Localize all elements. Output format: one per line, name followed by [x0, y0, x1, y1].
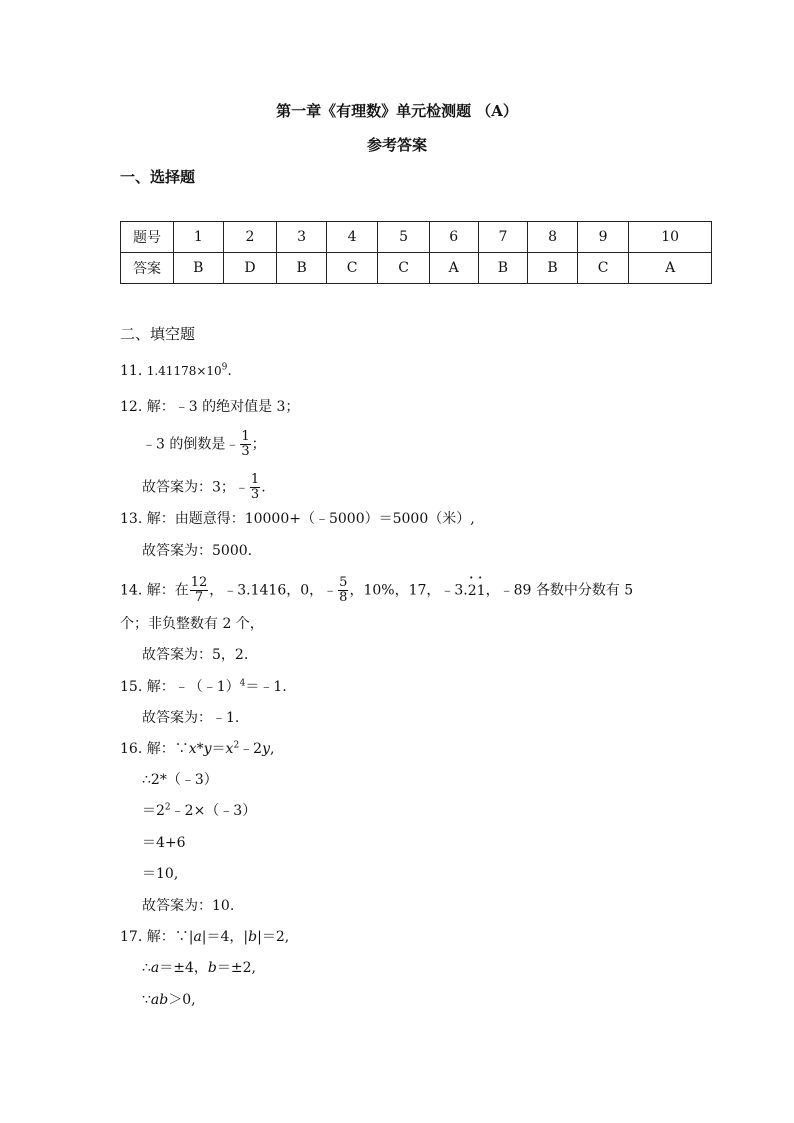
answer-q17-line2: ∴a＝±4，b＝±2,	[142, 960, 256, 976]
table-cell: 8	[528, 222, 578, 253]
table-cell: 10	[629, 222, 712, 253]
answer-q16-line6: 故答案为：10.	[142, 898, 235, 914]
table-cell: D	[223, 253, 277, 284]
answer-q17-line3: ∵ab＞0,	[142, 992, 196, 1008]
answer-q12-line1: 12. 解：﹣3 的绝对值是 3；	[120, 399, 300, 415]
table-cell: B	[277, 253, 327, 284]
section-choice-heading: 一、选择题	[120, 168, 196, 186]
page-subtitle: 参考答案	[366, 136, 427, 154]
answer-q12-line2: ﹣3 的倒数是﹣ $\frac{1}{3}$ ；	[142, 429, 266, 459]
table-cell: A	[629, 253, 712, 284]
fraction: $\frac{12}{7}$	[190, 575, 208, 605]
table-cell: 1	[174, 222, 224, 253]
answer-q14-line3: 故答案为：5，2.	[142, 647, 249, 663]
answer-q12-line3: 故答案为：3；﹣ $\frac{1}{3}$ .	[142, 472, 266, 502]
answer-q15-line2: 故答案为：﹣1.	[142, 710, 240, 726]
answer-q15-line1: 15. 解：﹣（﹣1）$^4$＝﹣1.	[120, 678, 287, 695]
answer-q16-line5: ＝10,	[142, 866, 179, 882]
section-fill-heading: 二、填空题	[120, 325, 196, 343]
answer-q13-line1: 13. 解：由题意得：10000+（﹣5000）＝5000（米）,	[120, 511, 475, 527]
table-cell: B	[478, 253, 528, 284]
table-cell: 7	[478, 222, 528, 253]
answer-q13-line2: 故答案为：5000.	[142, 543, 253, 559]
table-row-numbers	[121, 222, 712, 253]
answer-q16-line4: ＝4+6	[142, 835, 186, 851]
table-cell: C	[326, 253, 377, 284]
fraction: $\frac{5}{8}$	[339, 575, 348, 605]
repeating-digit: · 1	[477, 581, 486, 601]
table-head-answer: 答案	[121, 253, 174, 284]
answer-q17-line1: 17. 解：∵|a|＝4，|b|＝2,	[120, 929, 290, 945]
answer-q11: 11. $1.41178\times 10^9$.	[120, 362, 232, 379]
answer-table	[120, 221, 712, 284]
fraction: $\frac{1}{3}$	[250, 472, 260, 502]
table-cell: C	[577, 253, 628, 284]
table-cell: B	[174, 253, 224, 284]
table-cell: 4	[326, 222, 377, 253]
table-cell: A	[429, 253, 478, 284]
answer-q14-line1: 14. 解：在 $\frac{12}{7}$ ，﹣3.1416，0，﹣ $\frac{5}{8}$ ，10%，17，﹣3.· 2· 1，﹣89 各数中分数有 5	[120, 576, 633, 605]
table-head-number: 题号	[121, 222, 174, 253]
fraction: $\frac{1}{3}$	[241, 429, 250, 459]
table-cell: 9	[577, 222, 628, 253]
page-title: 第一章《有理数》单元检测题 （A）	[276, 102, 518, 120]
answer-q16-line3: $=2^2﹣2\times(﹣3)$	[142, 802, 257, 819]
table-cell: 3	[277, 222, 327, 253]
answer-q14-line2: 个；非负整数有 2 个，	[120, 616, 264, 632]
table-cell: 5	[378, 222, 429, 253]
answer-q16-line1: 16. 解：$\because x*y=x^2﹣2y$,	[120, 740, 275, 757]
repeating-digit: · 2	[468, 581, 477, 601]
table-row-answers	[121, 253, 712, 284]
table-cell: 2	[223, 222, 277, 253]
answer-q16-line2: ∴2*（﹣3）	[142, 772, 218, 788]
table-cell: C	[378, 253, 429, 284]
table-cell: B	[528, 253, 578, 284]
table-cell: 6	[429, 222, 478, 253]
